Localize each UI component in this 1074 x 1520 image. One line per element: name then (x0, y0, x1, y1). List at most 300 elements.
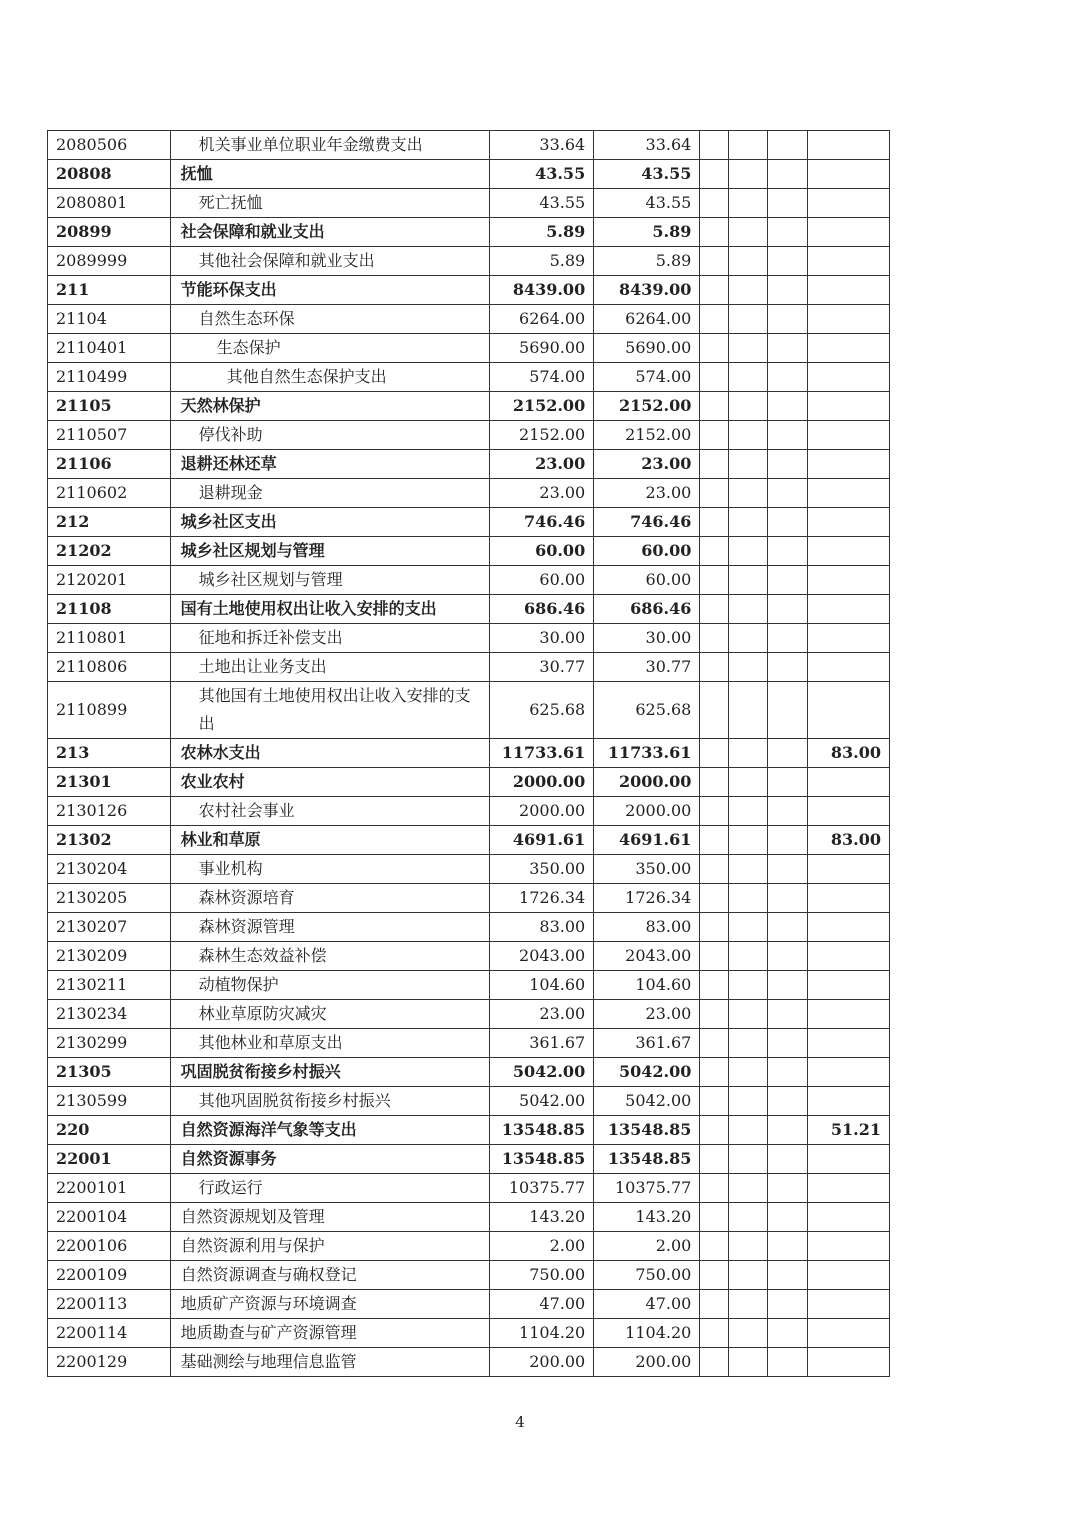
name-cell: 自然生态环保 (170, 305, 489, 334)
extra-cell-4 (807, 160, 890, 189)
extra-cell-2 (729, 942, 768, 971)
table-row (48, 566, 890, 595)
basic-cell: 361.67 (594, 1029, 700, 1058)
name-cell: 天然林保护 (170, 392, 489, 421)
table-row (48, 1116, 890, 1145)
extra-cell-4 (807, 942, 890, 971)
extra-cell-2 (729, 1348, 768, 1377)
extra-cell-1 (700, 682, 729, 739)
total-cell: 574.00 (490, 363, 594, 392)
extra-cell-2 (729, 1174, 768, 1203)
extra-cell-2 (729, 1319, 768, 1348)
code-cell: 2130211 (48, 971, 171, 1000)
extra-cell-1 (700, 595, 729, 624)
table-row (48, 421, 890, 450)
total-cell: 750.00 (490, 1261, 594, 1290)
table-row (48, 971, 890, 1000)
extra-cell-4 (807, 884, 890, 913)
extra-cell-1 (700, 479, 729, 508)
table-row (48, 392, 890, 421)
code-cell: 2110801 (48, 624, 171, 653)
basic-cell: 1726.34 (594, 884, 700, 913)
table-row (48, 131, 890, 160)
extra-cell-4 (807, 682, 890, 739)
basic-cell: 43.55 (594, 189, 700, 218)
total-cell: 2043.00 (490, 942, 594, 971)
extra-cell-4 (807, 913, 890, 942)
name-cell: 其他巩固脱贫衔接乡村振兴 (170, 1087, 489, 1116)
code-cell: 2200109 (48, 1261, 171, 1290)
extra-cell-1 (700, 624, 729, 653)
basic-cell: 350.00 (594, 855, 700, 884)
extra-cell-2 (729, 768, 768, 797)
extra-cell-3 (768, 1029, 807, 1058)
extra-cell-1 (700, 1319, 729, 1348)
basic-cell: 143.20 (594, 1203, 700, 1232)
basic-cell: 6264.00 (594, 305, 700, 334)
code-cell: 2200101 (48, 1174, 171, 1203)
table-row (48, 1145, 890, 1174)
extra-cell-2 (729, 334, 768, 363)
table-row (48, 1174, 890, 1203)
name-cell: 节能环保支出 (170, 276, 489, 305)
extra-cell-2 (729, 1029, 768, 1058)
table-row (48, 1232, 890, 1261)
extra-cell-3 (768, 942, 807, 971)
basic-cell: 2000.00 (594, 797, 700, 826)
name-cell: 机关事业单位职业年金缴费支出 (170, 131, 489, 160)
table-row (48, 884, 890, 913)
table-row (48, 855, 890, 884)
basic-cell: 83.00 (594, 913, 700, 942)
total-cell: 5690.00 (490, 334, 594, 363)
extra-cell-2 (729, 1203, 768, 1232)
extra-cell-4 (807, 1203, 890, 1232)
extra-cell-3 (768, 189, 807, 218)
total-cell: 13548.85 (490, 1116, 594, 1145)
code-cell: 21202 (48, 537, 171, 566)
code-cell: 2110507 (48, 421, 171, 450)
total-cell: 2.00 (490, 1232, 594, 1261)
extra-cell-3 (768, 1232, 807, 1261)
extra-cell-1 (700, 1087, 729, 1116)
name-cell: 自然资源调查与确权登记 (170, 1261, 489, 1290)
extra-cell-1 (700, 855, 729, 884)
code-cell: 2200114 (48, 1319, 171, 1348)
extra-cell-1 (700, 421, 729, 450)
table-row (48, 305, 890, 334)
extra-cell-3 (768, 508, 807, 537)
extra-cell-4 (807, 189, 890, 218)
name-cell: 生态保护 (170, 334, 489, 363)
extra-cell-4 (807, 1319, 890, 1348)
basic-cell: 23.00 (594, 479, 700, 508)
extra-cell-3 (768, 884, 807, 913)
extra-cell-3 (768, 1087, 807, 1116)
code-cell: 2110602 (48, 479, 171, 508)
total-cell: 23.00 (490, 450, 594, 479)
extra-cell-4 (807, 363, 890, 392)
basic-cell: 5.89 (594, 218, 700, 247)
basic-cell: 13548.85 (594, 1116, 700, 1145)
extra-cell-3 (768, 160, 807, 189)
extra-cell-3 (768, 1261, 807, 1290)
basic-cell: 4691.61 (594, 826, 700, 855)
extra-cell-4 (807, 131, 890, 160)
extra-cell-3 (768, 363, 807, 392)
extra-cell-4 (807, 392, 890, 421)
extra-cell-4 (807, 1029, 890, 1058)
total-cell: 6264.00 (490, 305, 594, 334)
total-cell: 4691.61 (490, 826, 594, 855)
code-cell: 2130234 (48, 1000, 171, 1029)
total-cell: 746.46 (490, 508, 594, 537)
basic-cell: 13548.85 (594, 1145, 700, 1174)
extra-cell-1 (700, 942, 729, 971)
extra-cell-4 (807, 1000, 890, 1029)
code-cell: 2089999 (48, 247, 171, 276)
extra-cell-2 (729, 595, 768, 624)
extra-cell-1 (700, 247, 729, 276)
extra-cell-4 (807, 334, 890, 363)
basic-cell: 60.00 (594, 566, 700, 595)
table-row (48, 1348, 890, 1377)
code-cell: 2130299 (48, 1029, 171, 1058)
total-cell: 625.68 (490, 682, 594, 739)
basic-cell: 2152.00 (594, 392, 700, 421)
extra-cell-1 (700, 1116, 729, 1145)
name-cell: 其他自然生态保护支出 (170, 363, 489, 392)
code-cell: 2200113 (48, 1290, 171, 1319)
table-row (48, 1058, 890, 1087)
extra-cell-3 (768, 797, 807, 826)
total-cell: 13548.85 (490, 1145, 594, 1174)
table-row (48, 363, 890, 392)
total-cell: 2000.00 (490, 797, 594, 826)
table-row (48, 595, 890, 624)
extra-cell-3 (768, 334, 807, 363)
name-cell: 农林水支出 (170, 739, 489, 768)
extra-cell-1 (700, 1174, 729, 1203)
code-cell: 21106 (48, 450, 171, 479)
extra-cell-1 (700, 1261, 729, 1290)
extra-cell-4 (807, 1348, 890, 1377)
extra-cell-4 (807, 218, 890, 247)
extra-cell-2 (729, 131, 768, 160)
name-cell: 土地出让业务支出 (170, 653, 489, 682)
extra-cell-3 (768, 739, 807, 768)
code-cell: 20899 (48, 218, 171, 247)
extra-cell-1 (700, 276, 729, 305)
extra-cell-3 (768, 595, 807, 624)
extra-cell-2 (729, 218, 768, 247)
extra-cell-3 (768, 305, 807, 334)
name-cell: 森林资源培育 (170, 884, 489, 913)
code-cell: 21302 (48, 826, 171, 855)
name-cell: 退耕现金 (170, 479, 489, 508)
code-cell: 2080506 (48, 131, 171, 160)
extra-cell-3 (768, 624, 807, 653)
basic-cell: 625.68 (594, 682, 700, 739)
table-row (48, 942, 890, 971)
total-cell: 104.60 (490, 971, 594, 1000)
extra-cell-2 (729, 305, 768, 334)
extra-cell-3 (768, 392, 807, 421)
total-cell: 361.67 (490, 1029, 594, 1058)
table-row (48, 682, 890, 739)
extra-cell-4 (807, 624, 890, 653)
extra-cell-2 (729, 566, 768, 595)
extra-cell-2 (729, 826, 768, 855)
basic-cell: 200.00 (594, 1348, 700, 1377)
extra-cell-4 (807, 1174, 890, 1203)
extra-cell-3 (768, 1290, 807, 1319)
extra-cell-2 (729, 1116, 768, 1145)
extra-cell-3 (768, 276, 807, 305)
total-cell: 83.00 (490, 913, 594, 942)
extra-cell-2 (729, 884, 768, 913)
name-cell: 国有土地使用权出让收入安排的支出 (170, 595, 489, 624)
extra-cell-4 (807, 1058, 890, 1087)
extra-cell-1 (700, 653, 729, 682)
basic-cell: 5.89 (594, 247, 700, 276)
extra-cell-2 (729, 421, 768, 450)
total-cell: 33.64 (490, 131, 594, 160)
code-cell: 2130599 (48, 1087, 171, 1116)
total-cell: 30.77 (490, 653, 594, 682)
table-row (48, 1290, 890, 1319)
code-cell: 2130204 (48, 855, 171, 884)
total-cell: 8439.00 (490, 276, 594, 305)
total-cell: 2000.00 (490, 768, 594, 797)
basic-cell: 2152.00 (594, 421, 700, 450)
total-cell: 686.46 (490, 595, 594, 624)
table-row (48, 797, 890, 826)
name-cell: 地质矿产资源与环境调查 (170, 1290, 489, 1319)
extra-cell-3 (768, 1058, 807, 1087)
code-cell: 21301 (48, 768, 171, 797)
total-cell: 23.00 (490, 479, 594, 508)
extra-cell-1 (700, 334, 729, 363)
code-cell: 2130207 (48, 913, 171, 942)
extra-cell-4 (807, 276, 890, 305)
extra-cell-3 (768, 247, 807, 276)
basic-cell: 47.00 (594, 1290, 700, 1319)
extra-cell-3 (768, 450, 807, 479)
extra-cell-1 (700, 363, 729, 392)
table-row (48, 508, 890, 537)
extra-cell-4 (807, 971, 890, 1000)
name-cell: 行政运行 (170, 1174, 489, 1203)
code-cell: 21305 (48, 1058, 171, 1087)
extra-cell-3 (768, 131, 807, 160)
extra-cell-3 (768, 218, 807, 247)
extra-cell-2 (729, 1000, 768, 1029)
basic-cell: 2043.00 (594, 942, 700, 971)
extra-cell-3 (768, 421, 807, 450)
name-cell: 农业农村 (170, 768, 489, 797)
basic-cell: 5042.00 (594, 1087, 700, 1116)
name-cell: 自然资源海洋气象等支出 (170, 1116, 489, 1145)
total-cell: 2152.00 (490, 392, 594, 421)
extra-cell-2 (729, 913, 768, 942)
extra-cell-4 (807, 1261, 890, 1290)
extra-cell-2 (729, 276, 768, 305)
total-cell: 60.00 (490, 566, 594, 595)
extra-cell-1 (700, 508, 729, 537)
basic-cell: 574.00 (594, 363, 700, 392)
extra-cell-1 (700, 1290, 729, 1319)
name-cell: 城乡社区规划与管理 (170, 566, 489, 595)
extra-cell-3 (768, 768, 807, 797)
extra-cell-2 (729, 855, 768, 884)
name-cell: 城乡社区支出 (170, 508, 489, 537)
extra-cell-2 (729, 450, 768, 479)
name-cell: 停伐补助 (170, 421, 489, 450)
code-cell: 220 (48, 1116, 171, 1145)
basic-cell: 686.46 (594, 595, 700, 624)
extra-cell-1 (700, 189, 729, 218)
extra-cell-4 (807, 768, 890, 797)
name-cell: 林业和草原 (170, 826, 489, 855)
basic-cell: 2.00 (594, 1232, 700, 1261)
basic-cell: 10375.77 (594, 1174, 700, 1203)
extra-cell-4 (807, 595, 890, 624)
name-cell: 其他林业和草原支出 (170, 1029, 489, 1058)
extra-cell-4 (807, 421, 890, 450)
extra-cell-3 (768, 479, 807, 508)
code-cell: 2120201 (48, 566, 171, 595)
total-cell: 5.89 (490, 218, 594, 247)
extra-cell-1 (700, 1232, 729, 1261)
table-row (48, 189, 890, 218)
extra-cell-4 (807, 653, 890, 682)
extra-cell-4 (807, 305, 890, 334)
name-cell: 退耕还林还草 (170, 450, 489, 479)
extra-cell-4 (807, 855, 890, 884)
table-row (48, 1029, 890, 1058)
code-cell: 2200106 (48, 1232, 171, 1261)
basic-cell: 60.00 (594, 537, 700, 566)
basic-cell: 33.64 (594, 131, 700, 160)
name-cell: 森林资源管理 (170, 913, 489, 942)
table-row (48, 1261, 890, 1290)
extra-cell-4: 51.21 (807, 1116, 890, 1145)
table-row (48, 653, 890, 682)
table-row (48, 1087, 890, 1116)
total-cell: 47.00 (490, 1290, 594, 1319)
basic-cell: 23.00 (594, 1000, 700, 1029)
basic-cell: 750.00 (594, 1261, 700, 1290)
page-number: 4 (515, 1413, 525, 1431)
code-cell: 2200129 (48, 1348, 171, 1377)
extra-cell-3 (768, 1319, 807, 1348)
name-cell: 自然资源事务 (170, 1145, 489, 1174)
total-cell: 2152.00 (490, 421, 594, 450)
table-row (48, 624, 890, 653)
extra-cell-2 (729, 739, 768, 768)
total-cell: 23.00 (490, 1000, 594, 1029)
name-cell: 地质勘查与矿产资源管理 (170, 1319, 489, 1348)
total-cell: 11733.61 (490, 739, 594, 768)
extra-cell-2 (729, 1145, 768, 1174)
basic-cell: 5042.00 (594, 1058, 700, 1087)
extra-cell-2 (729, 653, 768, 682)
basic-cell: 11733.61 (594, 739, 700, 768)
extra-cell-4 (807, 797, 890, 826)
extra-cell-3 (768, 913, 807, 942)
table-row (48, 479, 890, 508)
basic-cell: 746.46 (594, 508, 700, 537)
code-cell: 211 (48, 276, 171, 305)
extra-cell-4 (807, 566, 890, 595)
extra-cell-2 (729, 1087, 768, 1116)
extra-cell-1 (700, 1145, 729, 1174)
basic-cell: 30.77 (594, 653, 700, 682)
extra-cell-2 (729, 160, 768, 189)
code-cell: 2110899 (48, 682, 171, 739)
name-cell: 基础测绘与地理信息监管 (170, 1348, 489, 1377)
basic-cell: 104.60 (594, 971, 700, 1000)
extra-cell-4 (807, 508, 890, 537)
table-row (48, 913, 890, 942)
basic-cell: 2000.00 (594, 768, 700, 797)
extra-cell-1 (700, 566, 729, 595)
extra-cell-2 (729, 189, 768, 218)
extra-cell-1 (700, 768, 729, 797)
extra-cell-1 (700, 826, 729, 855)
basic-cell: 43.55 (594, 160, 700, 189)
extra-cell-1 (700, 305, 729, 334)
table-body (48, 131, 890, 1377)
total-cell: 43.55 (490, 189, 594, 218)
total-cell: 60.00 (490, 537, 594, 566)
table-row (48, 247, 890, 276)
extra-cell-2 (729, 479, 768, 508)
total-cell: 5042.00 (490, 1087, 594, 1116)
total-cell: 5042.00 (490, 1058, 594, 1087)
code-cell: 2130209 (48, 942, 171, 971)
total-cell: 1726.34 (490, 884, 594, 913)
extra-cell-1 (700, 450, 729, 479)
extra-cell-1 (700, 218, 729, 247)
table-row (48, 218, 890, 247)
code-cell: 212 (48, 508, 171, 537)
table-row (48, 334, 890, 363)
extra-cell-4 (807, 1232, 890, 1261)
name-cell: 巩固脱贫衔接乡村振兴 (170, 1058, 489, 1087)
extra-cell-1 (700, 160, 729, 189)
code-cell: 2110806 (48, 653, 171, 682)
extra-cell-4 (807, 1145, 890, 1174)
extra-cell-3 (768, 1203, 807, 1232)
name-cell: 死亡抚恤 (170, 189, 489, 218)
extra-cell-3 (768, 682, 807, 739)
extra-cell-1 (700, 884, 729, 913)
extra-cell-3 (768, 1145, 807, 1174)
code-cell: 2110401 (48, 334, 171, 363)
code-cell: 22001 (48, 1145, 171, 1174)
extra-cell-3 (768, 1116, 807, 1145)
extra-cell-3 (768, 1348, 807, 1377)
name-cell: 农村社会事业 (170, 797, 489, 826)
extra-cell-1 (700, 913, 729, 942)
total-cell: 10375.77 (490, 1174, 594, 1203)
extra-cell-3 (768, 971, 807, 1000)
name-cell: 林业草原防灾减灾 (170, 1000, 489, 1029)
extra-cell-4 (807, 1087, 890, 1116)
extra-cell-4 (807, 479, 890, 508)
